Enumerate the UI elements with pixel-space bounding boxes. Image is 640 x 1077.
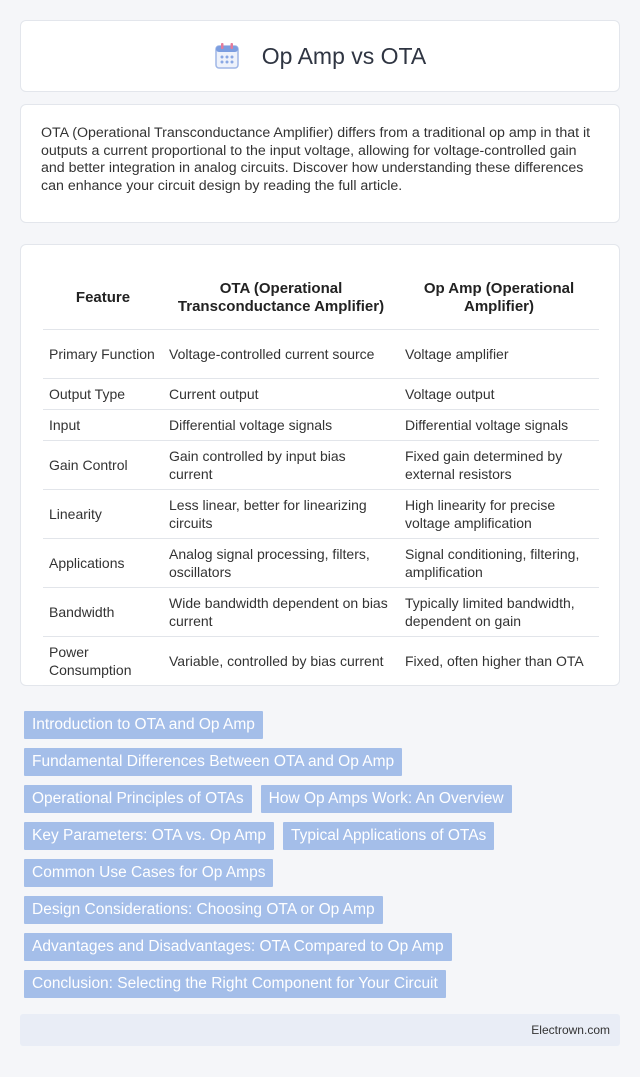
- table-cell: Wide bandwidth dependent on bias current: [163, 587, 399, 636]
- table-row: [43, 440, 599, 489]
- table-cell: Analog signal processing, filters, oscillators: [163, 538, 399, 587]
- calendar-icon: [214, 42, 240, 70]
- topic-link-introduction[interactable]: Introduction to OTA and Op Amp: [24, 711, 263, 739]
- table-cell: Primary Function: [43, 329, 163, 378]
- comparison-table-card: [20, 244, 620, 686]
- topic-link-operational-principles[interactable]: Operational Principles of OTAs: [24, 785, 252, 813]
- table-row: [43, 636, 599, 685]
- topic-link-how-op-amps-work[interactable]: How Op Amps Work: An Overview: [261, 785, 512, 813]
- page-title: Op Amp vs OTA: [261, 42, 427, 69]
- table-cell: Gain Control: [43, 440, 163, 489]
- footer: [20, 1014, 620, 1046]
- table-header-ota: OTA (Operational Transconductance Amplifier): [163, 267, 399, 329]
- topic-link-advantages-disadvantages[interactable]: Advantages and Disadvantages: OTA Compared to Op Amp: [24, 933, 452, 961]
- footer-site-name: Electrown.com: [531, 1023, 610, 1037]
- table-cell: Variable, controlled by bias current: [163, 636, 399, 685]
- table-row: [43, 409, 599, 440]
- topic-link-conclusion[interactable]: Conclusion: Selecting the Right Component for Your Circuit: [24, 970, 446, 998]
- table-cell: Voltage-controlled current source: [163, 329, 399, 378]
- table-cell: Typically limited bandwidth, dependent on gain: [399, 587, 599, 636]
- table-cell: Applications: [43, 538, 163, 587]
- table-row: [43, 329, 599, 378]
- title-card: [20, 20, 620, 92]
- table-cell: Signal conditioning, filtering, amplification: [399, 538, 599, 587]
- table-cell: Differential voltage signals: [399, 409, 599, 440]
- table-cell: Less linear, better for linearizing circuits: [163, 489, 399, 538]
- table-cell: Current output: [163, 378, 399, 409]
- table-cell: Output Type: [43, 378, 163, 409]
- table-header-feature: Feature: [43, 267, 163, 329]
- table-cell: Bandwidth: [43, 587, 163, 636]
- table-row: [43, 538, 599, 587]
- table-row: [43, 587, 599, 636]
- table-cell: Voltage amplifier: [399, 329, 599, 378]
- intro-card: [20, 104, 620, 223]
- topic-link-typical-applications[interactable]: Typical Applications of OTAs: [283, 822, 494, 850]
- table-cell: Power Consumption: [43, 636, 163, 685]
- table-cell: Fixed gain determined by external resistors: [399, 440, 599, 489]
- intro-text: OTA (Operational Transconductance Amplifier) differs from a traditional op amp in that it outputs a current proportional to the input voltage, allowing for voltage-controlled gain and better integration in analog circuits. Discover how understanding these differences can enhance your circuit design by reading the full article.: [41, 125, 591, 194]
- topic-link-design-considerations[interactable]: Design Considerations: Choosing OTA or Op Amp: [24, 896, 383, 924]
- table-cell: Input: [43, 409, 163, 440]
- table-header-row: [43, 267, 599, 329]
- table-row: [43, 378, 599, 409]
- table-row: [43, 489, 599, 538]
- table-cell: Differential voltage signals: [163, 409, 399, 440]
- topic-link-key-parameters[interactable]: Key Parameters: OTA vs. Op Amp: [24, 822, 274, 850]
- table-cell: Voltage output: [399, 378, 599, 409]
- table-header-opamp: Op Amp (Operational Amplifier): [399, 267, 599, 329]
- topic-link-common-use-cases[interactable]: Common Use Cases for Op Amps: [24, 859, 273, 887]
- topic-links: [24, 711, 620, 1007]
- table-cell: Gain controlled by input bias current: [163, 440, 399, 489]
- table-cell: Linearity: [43, 489, 163, 538]
- table-cell: Fixed, often higher than OTA: [399, 636, 599, 685]
- table-cell: High linearity for precise voltage amplification: [399, 489, 599, 538]
- topic-link-fundamental-differences[interactable]: Fundamental Differences Between OTA and Op Amp: [24, 748, 402, 776]
- comparison-table: [43, 267, 599, 686]
